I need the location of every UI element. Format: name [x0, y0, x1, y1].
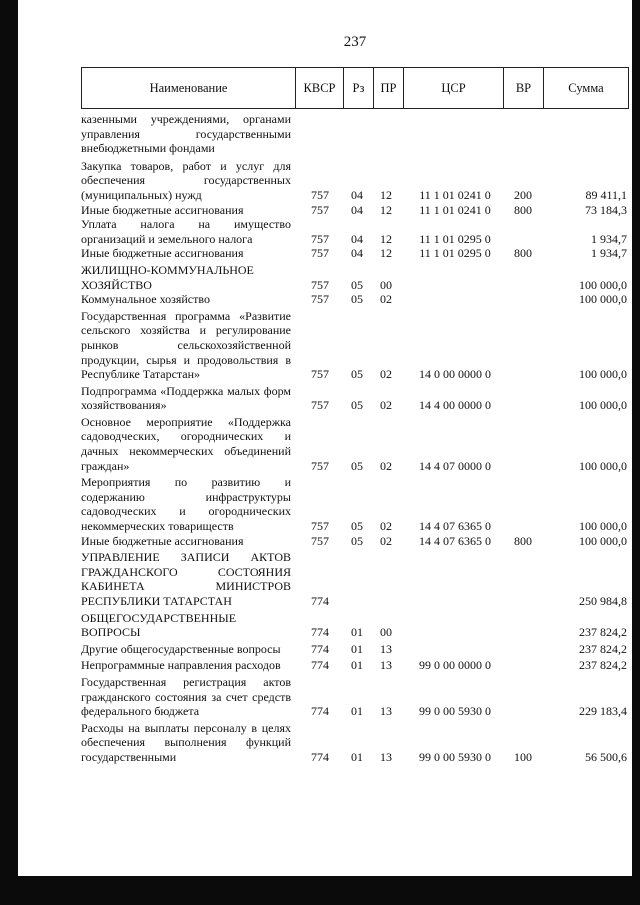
- row-rz: 05: [351, 277, 363, 292]
- row-kvsr: 757: [311, 292, 329, 307]
- row-sum: 100 000,0: [579, 398, 627, 413]
- row-pr: 12: [380, 187, 392, 202]
- table-header: [81, 67, 629, 109]
- page-number: 237: [343, 34, 367, 50]
- row-rz: 05: [351, 398, 363, 413]
- row-sum: 56 500,6: [585, 749, 627, 764]
- row-vr: 100: [514, 749, 532, 764]
- table-row: [81, 246, 629, 261]
- row-sum: 1 934,7: [591, 246, 627, 261]
- header-csr: ЦСР: [404, 68, 504, 108]
- row-sum: 89 411,1: [585, 187, 627, 202]
- row-csr: 14 4 07 0000 0: [419, 458, 491, 473]
- row-sum: 100 000,0: [579, 277, 627, 292]
- row-kvsr: 757: [311, 533, 329, 548]
- row-rz: 01: [351, 641, 363, 656]
- row-csr: 11 1 01 0295 0: [419, 246, 491, 261]
- table-row: [81, 675, 629, 719]
- row-rz: 04: [351, 202, 363, 217]
- table-row: [81, 217, 629, 246]
- table-row: [81, 415, 629, 473]
- row-rz: 01: [351, 658, 363, 673]
- row-pr: 02: [380, 398, 392, 413]
- row-kvsr: 757: [311, 246, 329, 261]
- row-name: ОБЩЕГОСУДАРСТВЕННЫЕ ВОПРОСЫ: [81, 610, 237, 640]
- row-name: УПРАВЛЕНИЕ ЗАПИСИ АКТОВ ГРАЖДАНСКОГО СОСТОЯНИЯ КАБИНЕТА МИНИСТРОВ РЕСПУБЛИКИ ТАТАРСТАН: [81, 550, 291, 608]
- row-vr: 800: [514, 533, 532, 548]
- table-row: [81, 203, 629, 218]
- row-csr: 11 1 01 0241 0: [419, 187, 491, 202]
- row-pr: 13: [380, 641, 392, 656]
- row-vr: 800: [514, 202, 532, 217]
- row-pr: 12: [380, 202, 392, 217]
- row-name: Другие общегосударственные вопросы: [81, 641, 281, 656]
- row-kvsr: 757: [311, 231, 329, 246]
- row-name: Расходы на выплаты персоналу в целях обеспечения выполнения функций государственными: [81, 720, 291, 764]
- row-rz: 05: [351, 367, 363, 382]
- row-kvsr: 774: [311, 641, 329, 656]
- row-csr: 11 1 01 0295 0: [419, 231, 491, 246]
- row-kvsr: 757: [311, 398, 329, 413]
- row-sum: 229 183,4: [579, 704, 627, 719]
- header-rz: Рз: [344, 68, 374, 108]
- row-sum: 73 184,3: [585, 202, 627, 217]
- row-sum: 237 824,2: [579, 641, 627, 656]
- row-rz: 05: [351, 533, 363, 548]
- row-csr: 99 0 00 0000 0: [419, 658, 491, 673]
- header-pr: ПР: [374, 68, 404, 108]
- row-csr: 14 4 07 6365 0: [419, 519, 491, 534]
- row-kvsr: 757: [311, 458, 329, 473]
- row-pr: 02: [380, 292, 392, 307]
- row-rz: 05: [351, 458, 363, 473]
- row-vr: 800: [514, 246, 532, 261]
- row-pr: 00: [380, 625, 392, 640]
- row-pr: 12: [380, 246, 392, 261]
- row-sum: 100 000,0: [579, 519, 627, 534]
- row-rz: 01: [351, 625, 363, 640]
- row-pr: 12: [380, 231, 392, 246]
- row-name: Коммунальное хозяйство: [81, 292, 210, 307]
- row-sum: 100 000,0: [579, 533, 627, 548]
- row-rz: 04: [351, 246, 363, 261]
- row-csr: 14 0 00 0000 0: [419, 367, 491, 382]
- row-rz: 04: [351, 187, 363, 202]
- row-name: Уплата налога на имущество организаций и земельного налога: [81, 217, 291, 246]
- row-kvsr: 757: [311, 202, 329, 217]
- table-row: [81, 534, 629, 549]
- row-vr: 200: [514, 187, 532, 202]
- row-sum: 100 000,0: [579, 367, 627, 382]
- table-body: [81, 112, 629, 765]
- header-name: Наименование: [82, 68, 296, 108]
- row-name: ЖИЛИЩНО-КОММУНАЛЬНОЕ ХОЗЯЙСТВО: [81, 262, 254, 292]
- table-row: [81, 642, 629, 657]
- row-name: Закупка товаров, работ и услуг для обеспечения государственных (муниципальных) нужд: [81, 158, 291, 202]
- row-name: Государственная программа «Развитие сельского хозяйства и регулирование рынков сельскохозяйственной продукции, сырья и продовольствия в Республике Татарстан»: [81, 308, 291, 382]
- row-rz: 01: [351, 704, 363, 719]
- row-rz: 01: [351, 749, 363, 764]
- row-kvsr: 757: [311, 277, 329, 292]
- row-name: Мероприятия по развитию и содержанию инфраструктуры садоводческих и огороднических некоммерческих товариществ: [81, 475, 291, 534]
- row-kvsr: 774: [311, 625, 329, 640]
- row-kvsr: 774: [311, 658, 329, 673]
- header-vr: ВР: [504, 68, 544, 108]
- row-name: Иные бюджетные ассигнования: [81, 246, 244, 261]
- row-rz: 05: [351, 519, 363, 534]
- header-sum: Сумма: [568, 81, 604, 95]
- row-csr: 99 0 00 5930 0: [419, 749, 491, 764]
- table-row: [81, 550, 629, 608]
- row-pr: 02: [380, 533, 392, 548]
- row-rz: 05: [351, 292, 363, 307]
- row-name: Основное мероприятие «Поддержка садоводческих, огороднических и дачных некоммерческих объединений граждан»: [81, 414, 291, 473]
- row-name: Подпрограмма «Поддержка малых форм хозяйствования»: [81, 383, 291, 413]
- table-row: [81, 292, 629, 307]
- scan-frame-left: [0, 0, 18, 905]
- row-csr: 99 0 00 5930 0: [419, 704, 491, 719]
- row-kvsr: 774: [311, 704, 329, 719]
- row-name: Государственная регистрация актов гражданского состояния за счет средств федерального бюджета: [81, 674, 291, 719]
- row-kvsr: 757: [311, 367, 329, 382]
- row-kvsr: 774: [311, 749, 329, 764]
- table-row: [81, 658, 629, 673]
- row-pr: 02: [380, 519, 392, 534]
- table-row: [81, 384, 629, 413]
- row-sum: 250 984,8: [579, 594, 627, 608]
- row-rz: 04: [351, 231, 363, 246]
- header-kvsr: КВСР: [296, 68, 344, 108]
- row-sum: 1 934,7: [591, 231, 627, 246]
- row-csr: 14 4 07 6365 0: [419, 533, 491, 548]
- row-pr: 02: [380, 458, 392, 473]
- table-row: [81, 159, 629, 203]
- table-row: [81, 611, 629, 640]
- table-row: [81, 112, 629, 156]
- row-name: Иные бюджетные ассигнования: [81, 533, 244, 548]
- row-pr: 13: [380, 704, 392, 719]
- row-csr: 14 4 00 0000 0: [419, 398, 491, 413]
- row-sum: 237 824,2: [579, 625, 627, 640]
- table-row: [81, 263, 629, 292]
- row-name: Непрограммные направления расходов: [81, 658, 281, 673]
- row-sum: 100 000,0: [579, 458, 627, 473]
- row-sum: 237 824,2: [579, 658, 627, 673]
- scan-frame-right: [632, 0, 640, 905]
- table-row: [81, 721, 629, 765]
- row-pr: 00: [380, 277, 392, 292]
- row-csr: 11 1 01 0241 0: [419, 202, 491, 217]
- row-pr: 13: [380, 749, 392, 764]
- scan-frame-bottom: [0, 876, 640, 905]
- row-sum: 100 000,0: [579, 292, 627, 307]
- row-pr: 13: [380, 658, 392, 673]
- row-name: казенными учреждениями, органами управления государственными внебюджетными фондами: [81, 112, 291, 156]
- row-name: Иные бюджетные ассигнования: [81, 202, 244, 217]
- table-row: [81, 475, 629, 533]
- table-row: [81, 309, 629, 382]
- row-pr: 02: [380, 367, 392, 382]
- row-kvsr: 757: [311, 187, 329, 202]
- row-kvsr: 757: [311, 519, 329, 534]
- row-kvsr: 774: [311, 594, 329, 608]
